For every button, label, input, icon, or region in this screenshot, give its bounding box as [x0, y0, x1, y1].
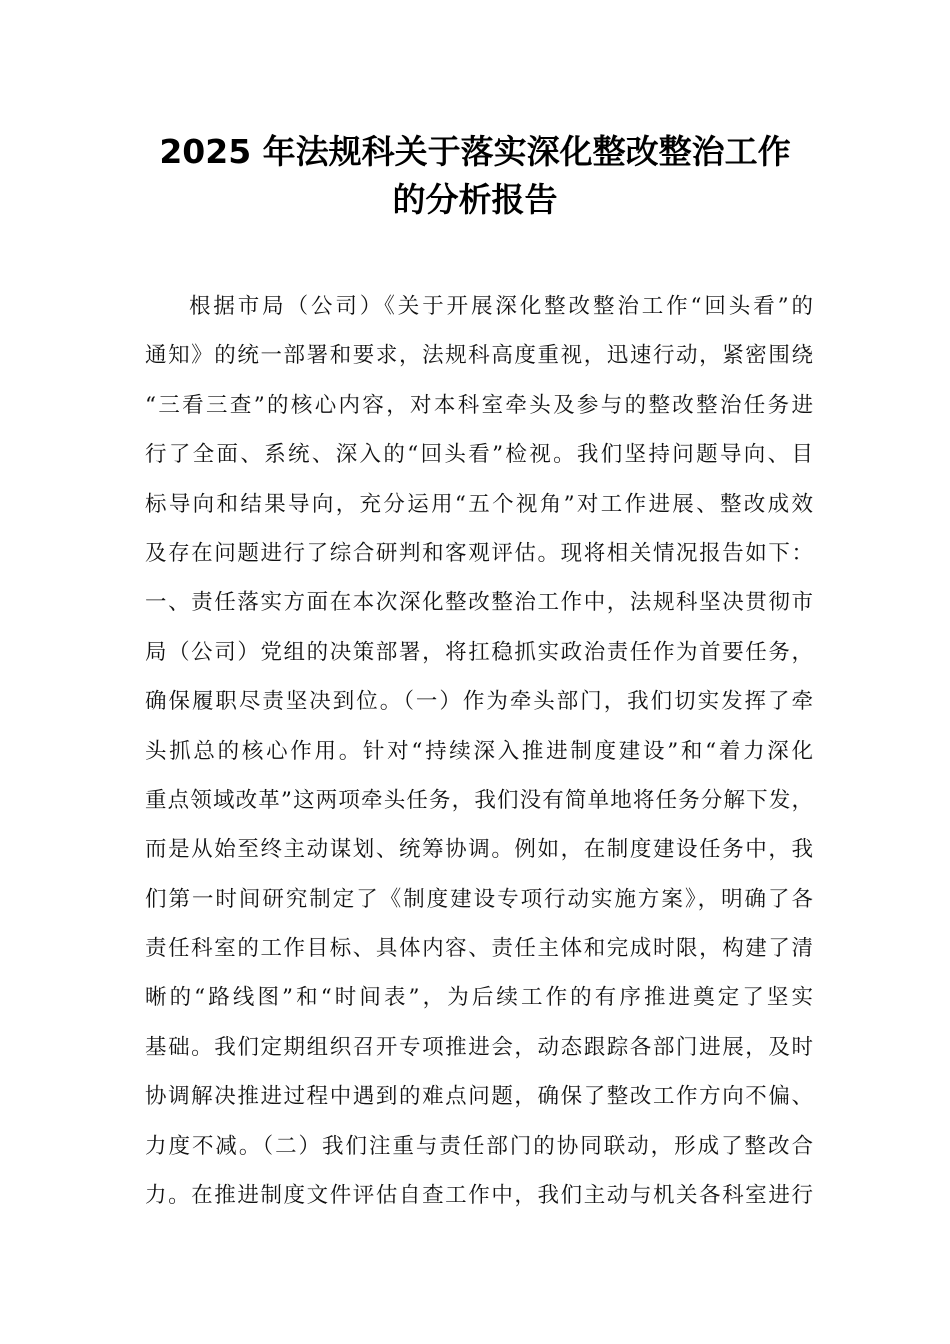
body-line: 基础。我们定期组织召开专项推进会，动态跟踪各部门进展，及时: [145, 1034, 813, 1060]
body-line: 重点领域改革”这两项牵头任务，我们没有简单地将任务分解下发，: [145, 787, 813, 813]
body-line: 根据市局（公司）《关于开展深化整改整治工作“回头看”的: [189, 294, 813, 319]
body-line: 头抓总的核心作用。针对“持续深入推进制度建设”和“着力深化: [145, 738, 813, 764]
body-line: 们第一时间研究制定了《制度建设专项行动实施方案》，明确了各: [145, 886, 813, 912]
body-line: 及存在问题进行了综合研判和客观评估。现将相关情况报告如下：: [145, 540, 813, 566]
body-line: 标导向和结果导向，充分运用“五个视角”对工作进展、整改成效: [145, 491, 813, 517]
title-line-2: 的分析报告: [392, 180, 558, 219]
document-title: [0, 128, 950, 224]
body-line: 局（公司）党组的决策部署，将扛稳抓实政治责任作为首要任务，: [145, 639, 813, 665]
body-line: 一、责任落实方面在本次深化整改整治工作中，法规科坚决贯彻市: [145, 590, 813, 616]
body-line: 晰的“路线图”和“时间表”，为后续工作的有序推进奠定了坚实: [145, 985, 813, 1011]
title-line-1: 2025 年法规科关于落实深化整改整治工作: [159, 132, 791, 171]
body-line: 行了全面、系统、深入的“回头看”检视。我们坚持问题导向、目: [145, 442, 813, 468]
body-line: 确保履职尽责坚决到位。（一）作为牵头部门，我们切实发挥了牵: [145, 689, 813, 715]
body-line: 而是从始至终主动谋划、统筹协调。例如，在制度建设任务中，我: [145, 837, 813, 863]
body-line: 责任科室的工作目标、具体内容、责任主体和完成时限，构建了清: [145, 936, 813, 962]
document-body: [145, 282, 813, 1220]
body-line: 协调解决推进过程中遇到的难点问题，确保了整改工作方向不偏、: [145, 1084, 813, 1110]
body-line: “三看三查”的核心内容，对本科室牵头及参与的整改整治任务进: [145, 392, 813, 418]
body-line: 通知》的统一部署和要求，法规科高度重视，迅速行动，紧密围绕: [145, 343, 813, 369]
body-line: 力度不减。（二）我们注重与责任部门的协同联动，形成了整改合: [145, 1133, 813, 1159]
body-line: 力。在推进制度文件评估自查工作中，我们主动与机关各科室进行: [145, 1183, 813, 1209]
